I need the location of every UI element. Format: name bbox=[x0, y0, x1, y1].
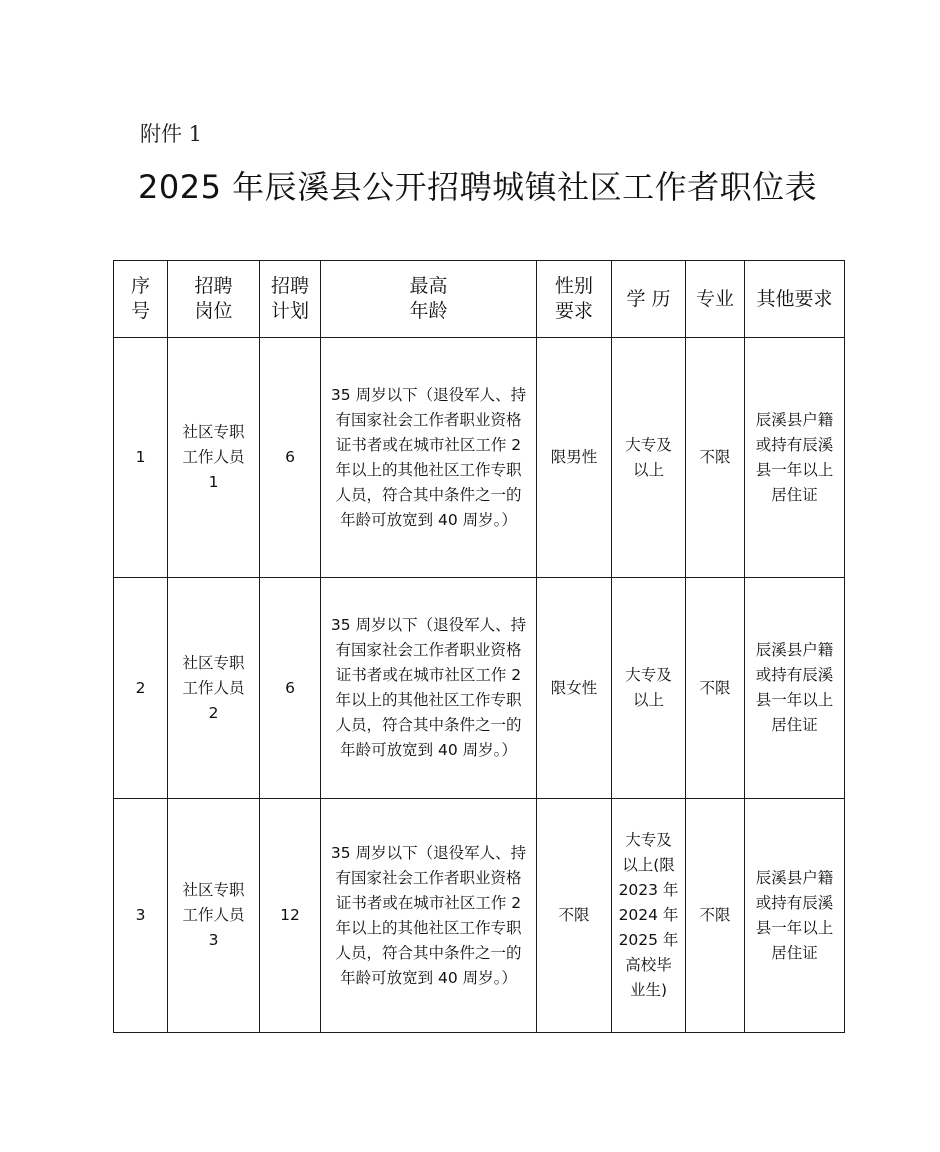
attachment-label: 附件 1 bbox=[140, 122, 203, 146]
cell-post: 社区专职 工作人员 2 bbox=[168, 578, 260, 799]
header-no: 序 号 bbox=[114, 261, 168, 338]
cell-no: 1 bbox=[114, 338, 168, 578]
table-row bbox=[114, 799, 845, 1033]
header-post: 招聘 岗位 bbox=[168, 261, 260, 338]
header-plan: 招聘 计划 bbox=[260, 261, 321, 338]
header-major: 专业 bbox=[686, 261, 745, 338]
cell-gender: 不限 bbox=[537, 799, 612, 1033]
cell-other: 辰溪县户籍 或持有辰溪 县一年以上 居住证 bbox=[745, 799, 845, 1033]
cell-age: 35 周岁以下（退役军人、持 有国家社会工作者职业资格 证书者或在城市社区工作 2 年以上的其他社区工作专职 人员，符合其中条件之一的 年龄可放宽到 40 周岁。） bbox=[321, 799, 537, 1033]
cell-education: 大专及 以上 bbox=[612, 338, 686, 578]
header-education: 学 历 bbox=[612, 261, 686, 338]
cell-post: 社区专职 工作人员 3 bbox=[168, 799, 260, 1033]
table-header-row bbox=[114, 261, 845, 338]
header-other: 其他要求 bbox=[745, 261, 845, 338]
cell-age: 35 周岁以下（退役军人、持 有国家社会工作者职业资格 证书者或在城市社区工作 2 年以上的其他社区工作专职 人员，符合其中条件之一的 年龄可放宽到 40 周岁。） bbox=[321, 578, 537, 799]
table-row bbox=[114, 578, 845, 799]
cell-gender: 限女性 bbox=[537, 578, 612, 799]
cell-major: 不限 bbox=[686, 338, 745, 578]
cell-no: 2 bbox=[114, 578, 168, 799]
cell-gender: 限男性 bbox=[537, 338, 612, 578]
header-age: 最高 年龄 bbox=[321, 261, 537, 338]
cell-other: 辰溪县户籍 或持有辰溪 县一年以上 居住证 bbox=[745, 578, 845, 799]
position-table bbox=[113, 260, 845, 1033]
cell-other: 辰溪县户籍 或持有辰溪 县一年以上 居住证 bbox=[745, 338, 845, 578]
cell-education: 大专及 以上(限 2023 年 2024 年 2025 年 高校毕 业生) bbox=[612, 799, 686, 1033]
page-title: 2025 年辰溪县公开招聘城镇社区工作者职位表 bbox=[138, 168, 818, 206]
cell-no: 3 bbox=[114, 799, 168, 1033]
header-gender: 性别 要求 bbox=[537, 261, 612, 338]
cell-plan: 12 bbox=[260, 799, 321, 1033]
cell-education: 大专及 以上 bbox=[612, 578, 686, 799]
cell-plan: 6 bbox=[260, 338, 321, 578]
cell-plan: 6 bbox=[260, 578, 321, 799]
table-row bbox=[114, 338, 845, 578]
cell-major: 不限 bbox=[686, 799, 745, 1033]
cell-post: 社区专职 工作人员 1 bbox=[168, 338, 260, 578]
cell-major: 不限 bbox=[686, 578, 745, 799]
cell-age: 35 周岁以下（退役军人、持 有国家社会工作者职业资格 证书者或在城市社区工作 2 年以上的其他社区工作专职 人员，符合其中条件之一的 年龄可放宽到 40 周岁。） bbox=[321, 338, 537, 578]
